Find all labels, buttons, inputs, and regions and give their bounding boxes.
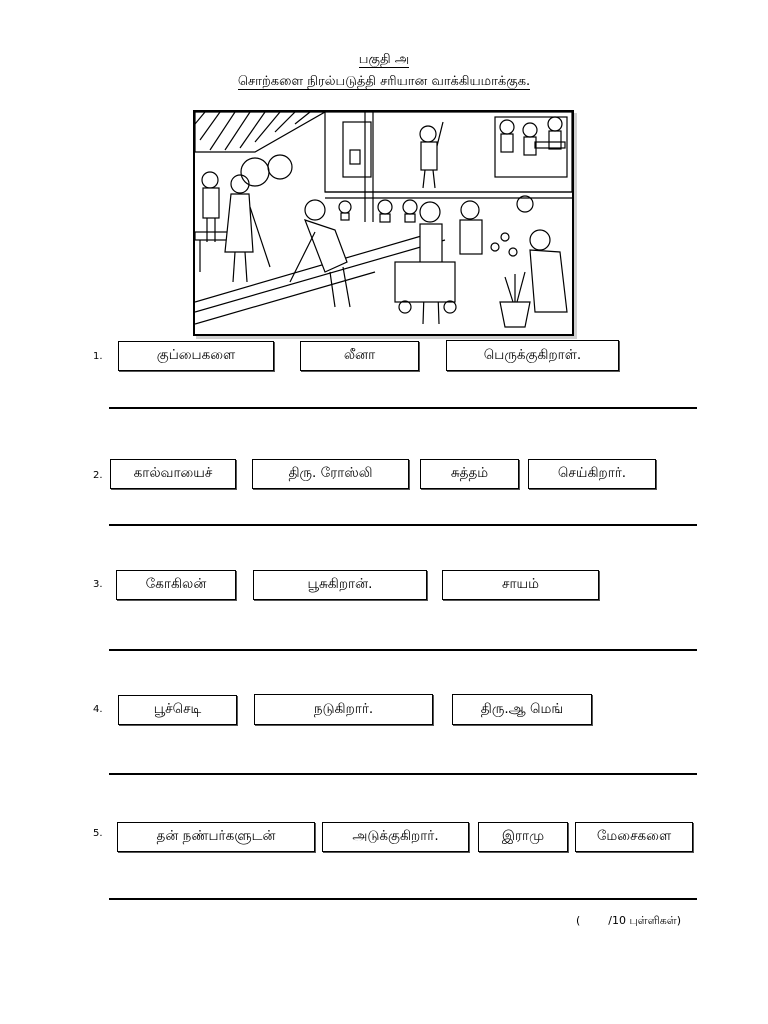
word-box[interactable]: நடுகிறார்.	[254, 694, 433, 725]
word-box[interactable]: இராமு	[478, 822, 568, 852]
word-box[interactable]: திரு.ஆ மெங்	[452, 694, 592, 725]
word-box[interactable]: பெருக்குகிறாள்.	[446, 340, 619, 371]
question-number: 5.	[93, 828, 103, 839]
question-number: 1.	[93, 351, 103, 362]
instruction: சொற்களை நிரல்படுத்தி சரியான வாக்கியமாக்குக.	[237, 74, 531, 89]
word-box[interactable]: குப்பைகளை	[118, 341, 274, 371]
answer-line[interactable]	[109, 407, 697, 409]
word-box[interactable]: பூச்செடி	[118, 695, 237, 725]
word-box[interactable]: கால்வாயைச்	[110, 459, 236, 489]
part-title: பகுதி அ	[358, 52, 410, 67]
school-cleaning-scene-illustration	[193, 110, 574, 336]
word-box[interactable]: செய்கிறார்.	[528, 459, 656, 489]
score-label: ( /10 புள்ளிகள்)	[576, 914, 682, 927]
word-box[interactable]: கோகிலன்	[116, 570, 236, 600]
word-box[interactable]: அடுக்குகிறார்.	[322, 822, 469, 852]
word-box[interactable]: லீனா	[300, 341, 419, 371]
answer-line[interactable]	[109, 649, 697, 651]
question-number: 3.	[93, 579, 103, 590]
roof-illustration	[195, 112, 325, 152]
answer-line[interactable]	[109, 524, 697, 526]
question-number: 4.	[93, 704, 103, 715]
word-box[interactable]: மேசைகளை	[575, 822, 693, 852]
word-box[interactable]: தன் நண்பர்களுடன்	[117, 822, 315, 852]
word-box[interactable]: சுத்தம்	[420, 459, 519, 489]
word-box[interactable]: பூசுகிறான்.	[253, 570, 427, 600]
answer-line[interactable]	[109, 773, 697, 775]
question-number: 2.	[93, 470, 103, 481]
word-box[interactable]: திரு. ரோஸ்லி	[252, 459, 409, 489]
answer-line[interactable]	[109, 898, 697, 900]
word-box[interactable]: சாயம்	[442, 570, 599, 600]
